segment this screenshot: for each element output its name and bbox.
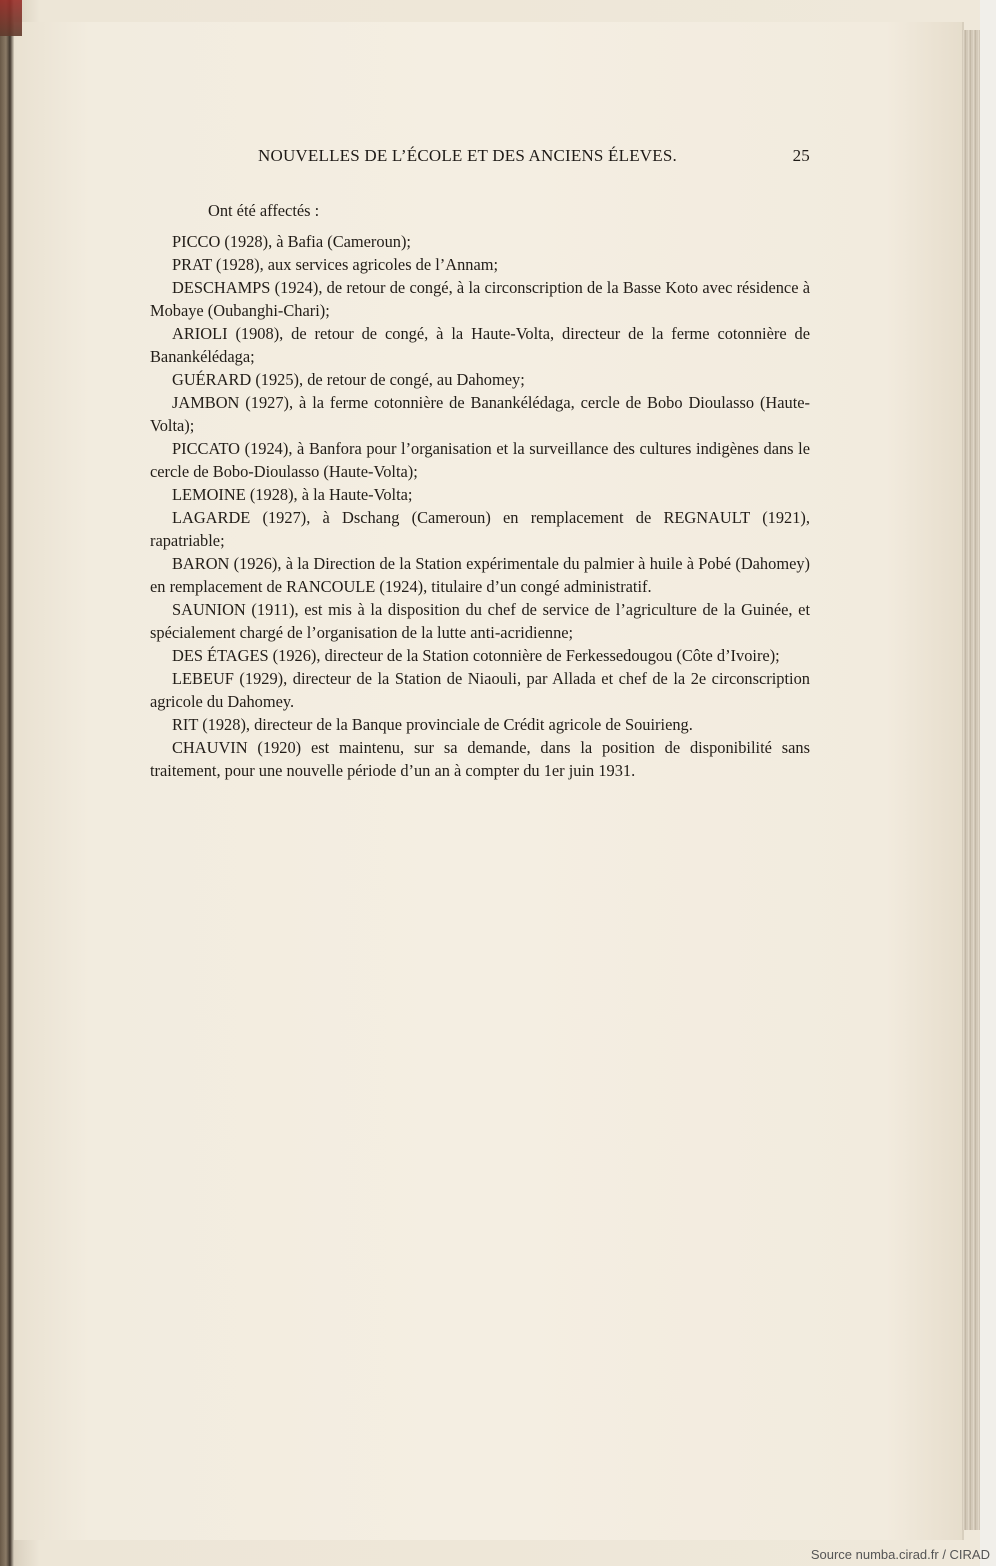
entry-8: LEMOINE (1928), à la Haute-Volta; <box>172 485 413 505</box>
margin-strip <box>980 0 996 1566</box>
entry-5: GUÉRARD (1925), de retour de congé, au Dahomey; <box>172 370 525 390</box>
entry-7: PICCATO (1924), à Banfora pour l’organisation et la surveillance des cultures indigènes dans le cercle de Bobo-Dioulasso (Haute-Volta); <box>150 439 810 482</box>
running-head <box>258 146 810 170</box>
entry-4: ARIOLI (1908), de retour de congé, à la Haute-Volta, directeur de la ferme cotonnière de Banankélédaga; <box>150 324 810 367</box>
entry-2: PRAT (1928), aux services agricoles de l’Annam; <box>172 255 499 275</box>
body-text <box>150 183 810 782</box>
running-head-title: NOUVELLES DE L’ÉCOLE ET DES ANCIENS ÉLEVES. <box>258 146 677 165</box>
entry-3: DESCHAMPS (1924), de retour de congé, à la circonscription de la Basse Koto avec résidence à Mobaye (Oubanghi-Chari); <box>150 278 810 321</box>
source-credit: Source numba.cirad.fr / CIRAD <box>810 1547 990 1562</box>
bookmark-ribbon <box>0 0 22 36</box>
entry-12: DES ÉTAGES (1926), directeur de la Station cotonnière de Ferkessedougou (Côte d’Ivoire); <box>172 646 780 666</box>
entry-14: RIT (1928), directeur de la Banque provinciale de Crédit agricole de Souirieng. <box>172 715 693 735</box>
page-edges <box>962 30 980 1530</box>
entry-13: LEBEUF (1929), directeur de la Station de Niaouli, par Allada et chef de la 2e circonscription agricole du Dahomey. <box>150 669 810 712</box>
entry-10: BARON (1926), à la Direction de la Station expérimentale du palmier à huile à Pobé (Dahomey) en remplacement de RANCOULE (1924), titulaire d’un congé administratif. <box>150 554 810 597</box>
entry-1: PICCO (1928), à Bafia (Cameroun); <box>172 232 411 252</box>
entry-9: LAGARDE (1927), à Dschang (Cameroun) en remplacement de REGNAULT (1921), rapatriable; <box>150 508 810 551</box>
entry-11: SAUNION (1911), est mis à la disposition du chef de service de l’agriculture de la Guinée, et spécialement chargé de l’organisation de la lutte anti-acridienne; <box>150 600 810 643</box>
entry-6: JAMBON (1927), à la ferme cotonnière de Banankélédaga, cercle de Bobo Dioulasso (Haute-Volta); <box>150 393 810 436</box>
intro-line: Ont été affectés : <box>208 201 320 221</box>
entry-15: CHAUVIN (1920) est maintenu, sur sa demande, dans la position de disponibilité sans traitement, pour une nouvelle période d’un an à compter du 1er juin 1931. <box>150 738 810 781</box>
page-number: 25 <box>792 146 810 165</box>
